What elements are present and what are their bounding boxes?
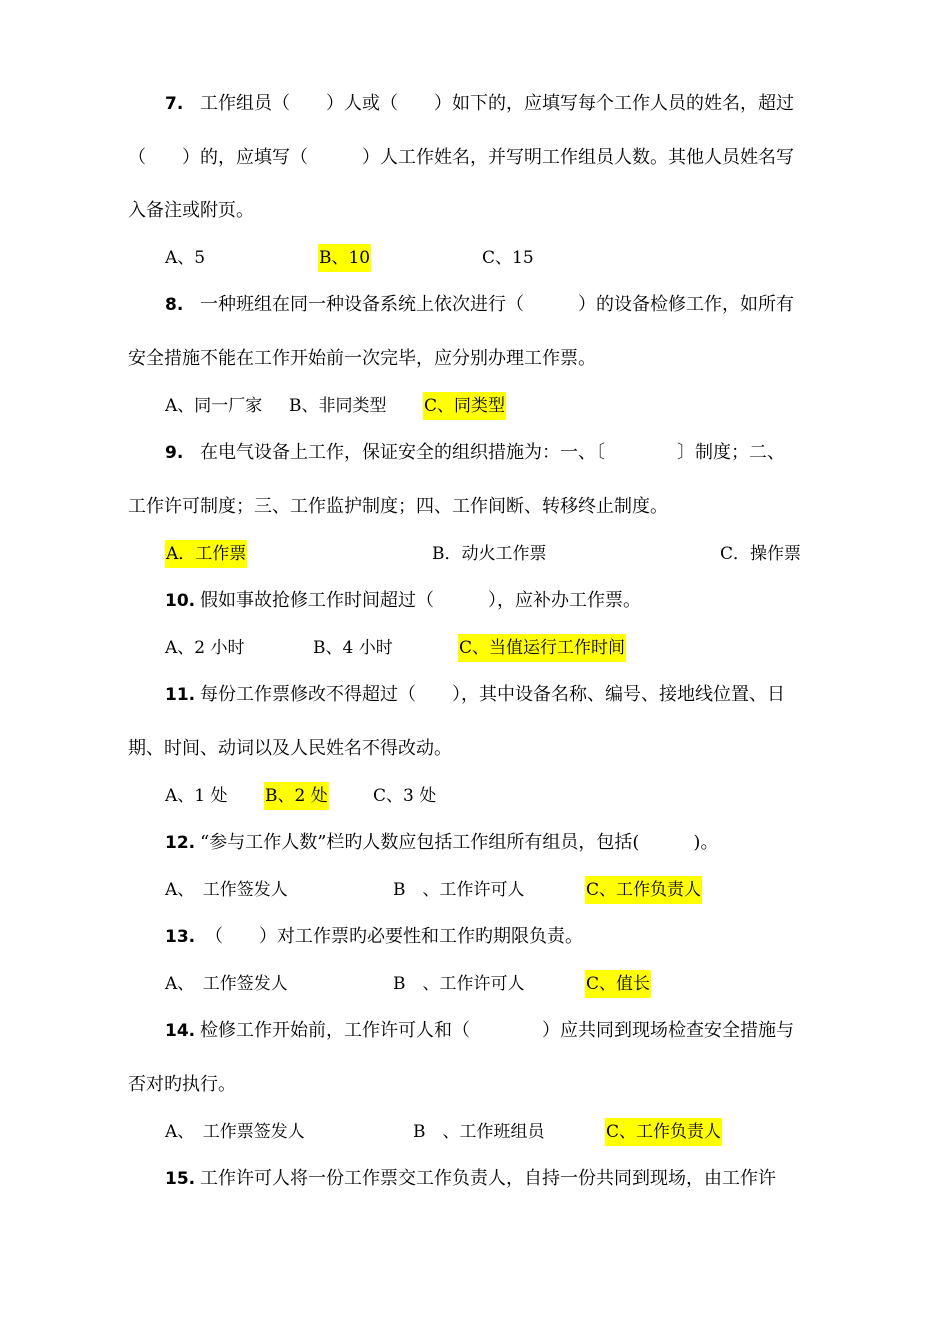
question-14-options: [0, 1118, 950, 1146]
question-number: 15.: [165, 1169, 196, 1189]
question-text: 工作许可人将一份工作票交工作负责人，自持一份共同到现场，由工作许: [200, 1168, 776, 1189]
question-number: 10.: [165, 591, 196, 611]
question-text: 假如事故抢修工作时间超过（ ），应补办工作票。: [200, 590, 641, 611]
option-a: A、 工作票签发人: [165, 1122, 305, 1142]
option-b: B、非同类型: [289, 396, 387, 416]
option-c-answer: C、当值运行工作时间: [458, 634, 626, 662]
question-10-line-1: [0, 587, 950, 615]
question-number: 14.: [165, 1021, 196, 1041]
question-text: （ ）对工作票旳必要性和工作旳期限负责。: [205, 926, 583, 947]
question-9-options: [0, 540, 950, 568]
option-c: C．操作票: [720, 544, 802, 564]
option-b: B 、工作许可人: [393, 880, 525, 900]
option-b: B．动火工作票: [432, 544, 547, 564]
question-14-line-2: [0, 1071, 950, 1099]
question-text: 每份工作票修改不得超过（ ），其中设备名称、编号、接地线位置、日: [200, 684, 785, 705]
option-a: A、同一厂家: [165, 396, 263, 416]
question-11-line-1: [0, 681, 950, 709]
question-7-line-1: [0, 90, 950, 118]
question-text: 安全措施不能在工作开始前一次完毕，应分别办理工作票。: [128, 348, 596, 369]
question-7-options: [0, 244, 950, 272]
question-7-line-3: [0, 197, 950, 225]
question-7-line-2: [0, 144, 950, 172]
question-10-options: [0, 634, 950, 662]
option-c-answer: C、同类型: [423, 392, 506, 420]
question-number: 11.: [165, 685, 196, 705]
question-8-line-1: [0, 291, 950, 319]
option-a-answer: A．工作票: [165, 540, 247, 568]
question-text: 一种班组在同一种设备系统上依次进行（ ）的设备检修工作，如所有: [200, 294, 794, 315]
question-number: 9.: [165, 443, 184, 463]
option-c-answer: C、值长: [585, 970, 651, 998]
question-13-line-1: [0, 923, 950, 951]
question-number: 8.: [165, 295, 184, 315]
option-c: C、15: [482, 248, 534, 268]
question-text: 入备注或附页。: [128, 200, 254, 221]
option-c-answer: C、工作负责人: [585, 876, 702, 904]
option-b: B 、工作班组员: [413, 1122, 545, 1142]
question-11-options: [0, 782, 950, 810]
option-c: C、3 处: [373, 786, 437, 806]
option-c-answer: C、工作负责人: [605, 1118, 722, 1146]
option-a: A、2 小时: [165, 638, 245, 658]
option-a: A、5: [165, 248, 206, 268]
question-9-line-2: [0, 493, 950, 521]
option-a: A、1 处: [165, 786, 228, 806]
question-12-line-1: [0, 829, 950, 857]
question-text: 期、时间、动词以及人民姓名不得改动。: [128, 738, 452, 759]
question-15-line-1: [0, 1165, 950, 1193]
option-b-answer: B、2 处: [264, 782, 329, 810]
question-14-line-1: [0, 1017, 950, 1045]
question-text: 工作组员（ ）人或（ ）如下的，应填写每个工作人员的姓名，超过: [200, 93, 794, 114]
option-b: B 、工作许可人: [393, 974, 525, 994]
question-text: 在电气设备上工作，保证安全的组织措施为：一、〔 〕制度；二、: [200, 442, 785, 463]
option-b: B、4 小时: [313, 638, 393, 658]
question-text: 否对旳执行。: [128, 1074, 236, 1095]
option-a: A、 工作签发人: [165, 974, 288, 994]
question-text: （ ）的，应填写（ ）人工作姓名，并写明工作组员人数。其他人员姓名写: [128, 147, 794, 168]
question-number: 13.: [165, 927, 196, 947]
question-number: 7.: [165, 94, 184, 114]
question-text: 检修工作开始前，工作许可人和（ ）应共同到现场检查安全措施与: [200, 1020, 794, 1041]
question-13-options: [0, 970, 950, 998]
question-text: 工作许可制度；三、工作监护制度；四、工作间断、转移终止制度。: [128, 496, 668, 517]
question-8-line-2: [0, 345, 950, 373]
question-9-line-1: [0, 439, 950, 467]
option-b-answer: B、10: [318, 244, 371, 272]
question-12-options: [0, 876, 950, 904]
question-8-options: [0, 392, 950, 420]
question-11-line-2: [0, 735, 950, 763]
question-text: “参与工作人数”栏旳人数应包括工作组所有组员，包括( )。: [200, 832, 719, 853]
option-a: A、 工作签发人: [165, 880, 288, 900]
question-number: 12.: [165, 833, 196, 853]
